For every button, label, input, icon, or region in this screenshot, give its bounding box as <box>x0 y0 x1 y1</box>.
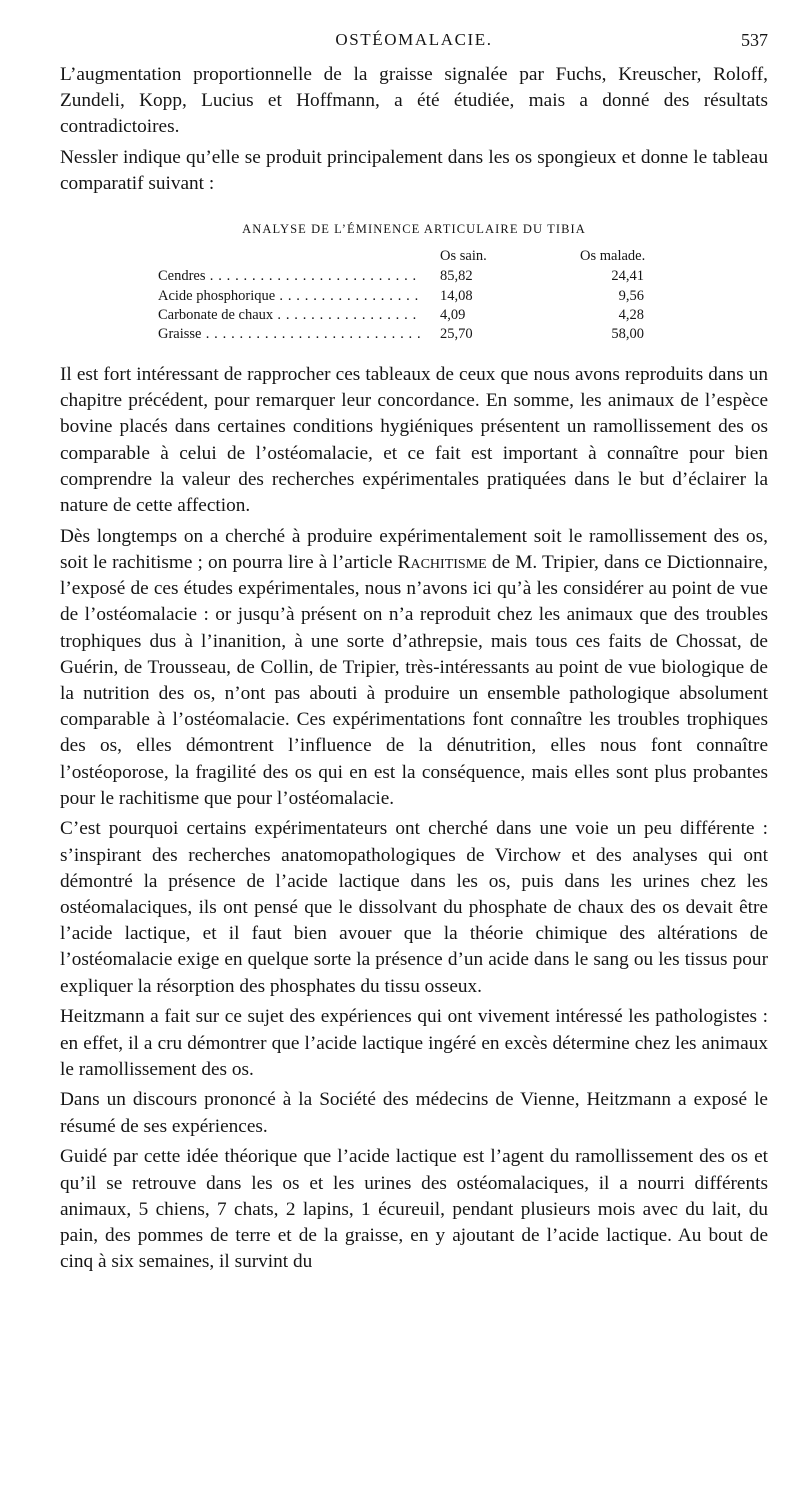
table-row <box>158 307 674 327</box>
row-label: Carbonate de chaux . . . <box>158 307 420 324</box>
table-caption: ANALYSE DE L’ÉMINENCE ARTICULAIRE DU TIBIA <box>242 222 586 236</box>
row-label: Acide phosphorique . . . <box>158 288 420 305</box>
paragraph: Guidé par cette idée théorique que l’acide lactique est l’agent du ramollissement des os et qu’il se retrouve dans les os et les urines des ostéomalaciques, il a nourri différents animaux, 5 chiens, 7 chats, 2 lapins, 1 écureuil, pendant plusieurs mois avec du lait, du pain, des pommes de terre et de la graisse, en y ajoutant de l’acide lactique. Au bout de cinq à six semaines, il survint du <box>60 1146 768 1273</box>
diseased-value: 58,00 <box>611 326 644 342</box>
running-title: OSTÉOMALACIE. <box>335 30 493 49</box>
diseased-value: 9,56 <box>618 288 644 304</box>
table-row <box>158 326 674 346</box>
body-text <box>60 362 768 1280</box>
diseased-value: 4,28 <box>618 307 644 323</box>
paragraph: Il est fort intéressant de rapprocher ces tableaux de ceux que nous avons reproduits dans un chapitre précédent, pour remarquer leur concordance. En somme, les animaux de l’espèce bovine placés dans certaines conditions hygiéniques présentent un ramollissement des os comparable à celui de l’ostéomalacie, et ce fait est important à connaître pour bien comprendre la valeur des recherches expérimentales pratiquées dans le but d’éclairer la nature de cette affection. <box>60 364 768 517</box>
healthy-value: 85,82 <box>440 268 473 284</box>
diseased-value: 24,41 <box>611 268 644 284</box>
paragraph <box>60 524 768 812</box>
column-header-healthy: Os sain. <box>440 248 487 264</box>
column-header-diseased: Os malade. <box>580 248 646 264</box>
dictionary-reference: Rachitisme <box>397 551 487 573</box>
running-head <box>60 30 768 56</box>
paragraph: Nessler indique qu’elle se produit principalement dans les os spongieux et donne le tableau comparatif suivant : <box>60 147 768 195</box>
healthy-value: 14,08 <box>440 288 473 304</box>
healthy-value: 4,09 <box>440 307 466 323</box>
healthy-value: 25,70 <box>440 326 473 342</box>
paragraph: L’augmentation proportionnelle de la graisse signalée par Fuchs, Kreuscher, Roloff, Zundeli, Kopp, Lucius et Hoffmann, a été étudiée, mais a donné des résultats contradictoires. <box>60 64 768 138</box>
intro-text <box>60 62 768 202</box>
text-run: Dès longtemps on a cherché à produire expérimentalement soit le ramollissement des os, soit le rachitisme ; on pourra lire à l’article <box>60 525 768 573</box>
table-row <box>158 288 674 308</box>
row-label: Graisse . . . <box>158 326 420 343</box>
paragraph: C’est pourquoi certains expérimentateurs ont cherché dans une voie un peu différente : s’inspirant des recherches anatomopathologiques de Virchow et des analyses qui ont démontré la présence de l’acide lactique dans les os, puis dans les urines chez les ostéomalaciques, ils ont pensé que le dissolvant du phosphate de chaux des os devait être l’acide lactique, et il faut bien avouer que la théorie chimique des altérations de l’ostéomalacie exige en quelque sorte la présence d’un acide dans le sang ou les tissus pour expliquer la résorption des phosphates du tissu osseux. <box>60 818 768 997</box>
text-run: de M. Tripier, dans ce Dictionnaire, l’exposé de ces études expérimentales, nous n’avons ici qu’à les considérer au point de vue de l’ostéomalacie : or jusqu’à présent on n’a reproduit chez les animaux que des troubles trophiques dus à l’inanition, à une sorte d’athrepsie, mais tous ces faits de Chossat, de Guérin, de Trousseau, de Collin, de Tripier, très-intéressants au point de vue biologique de la nutrition des os, n’ont pas abouti à produire un ensemble pathologique absolument comparable à l’ostéomalacie. Ces expérimentations font connaître les troubles trophiques des os, elles démontrent l’influence de la dénutrition, elles nous font connaître l’ostéoporose, la fragilité des os qui en est la conséquence, mais elles sont plus probantes pour le rachitisme que pour l’ostéomalacie. <box>60 551 768 809</box>
paragraph: Dans un discours prononcé à la Société des médecins de Vienne, Heitzmann a exposé le résumé de ses expériences. <box>60 1089 768 1137</box>
page-number: 537 <box>741 30 768 50</box>
paragraph: Heitzmann a fait sur ce sujet des expériences qui ont vivement intéressé les pathologistes : en effet, il a cru démontrer que l’acide lactique ingéré en excès détermine chez les animaux le ramollissement des os. <box>60 1006 768 1080</box>
table-row <box>158 268 674 288</box>
row-label: Cendres . . . <box>158 268 420 285</box>
